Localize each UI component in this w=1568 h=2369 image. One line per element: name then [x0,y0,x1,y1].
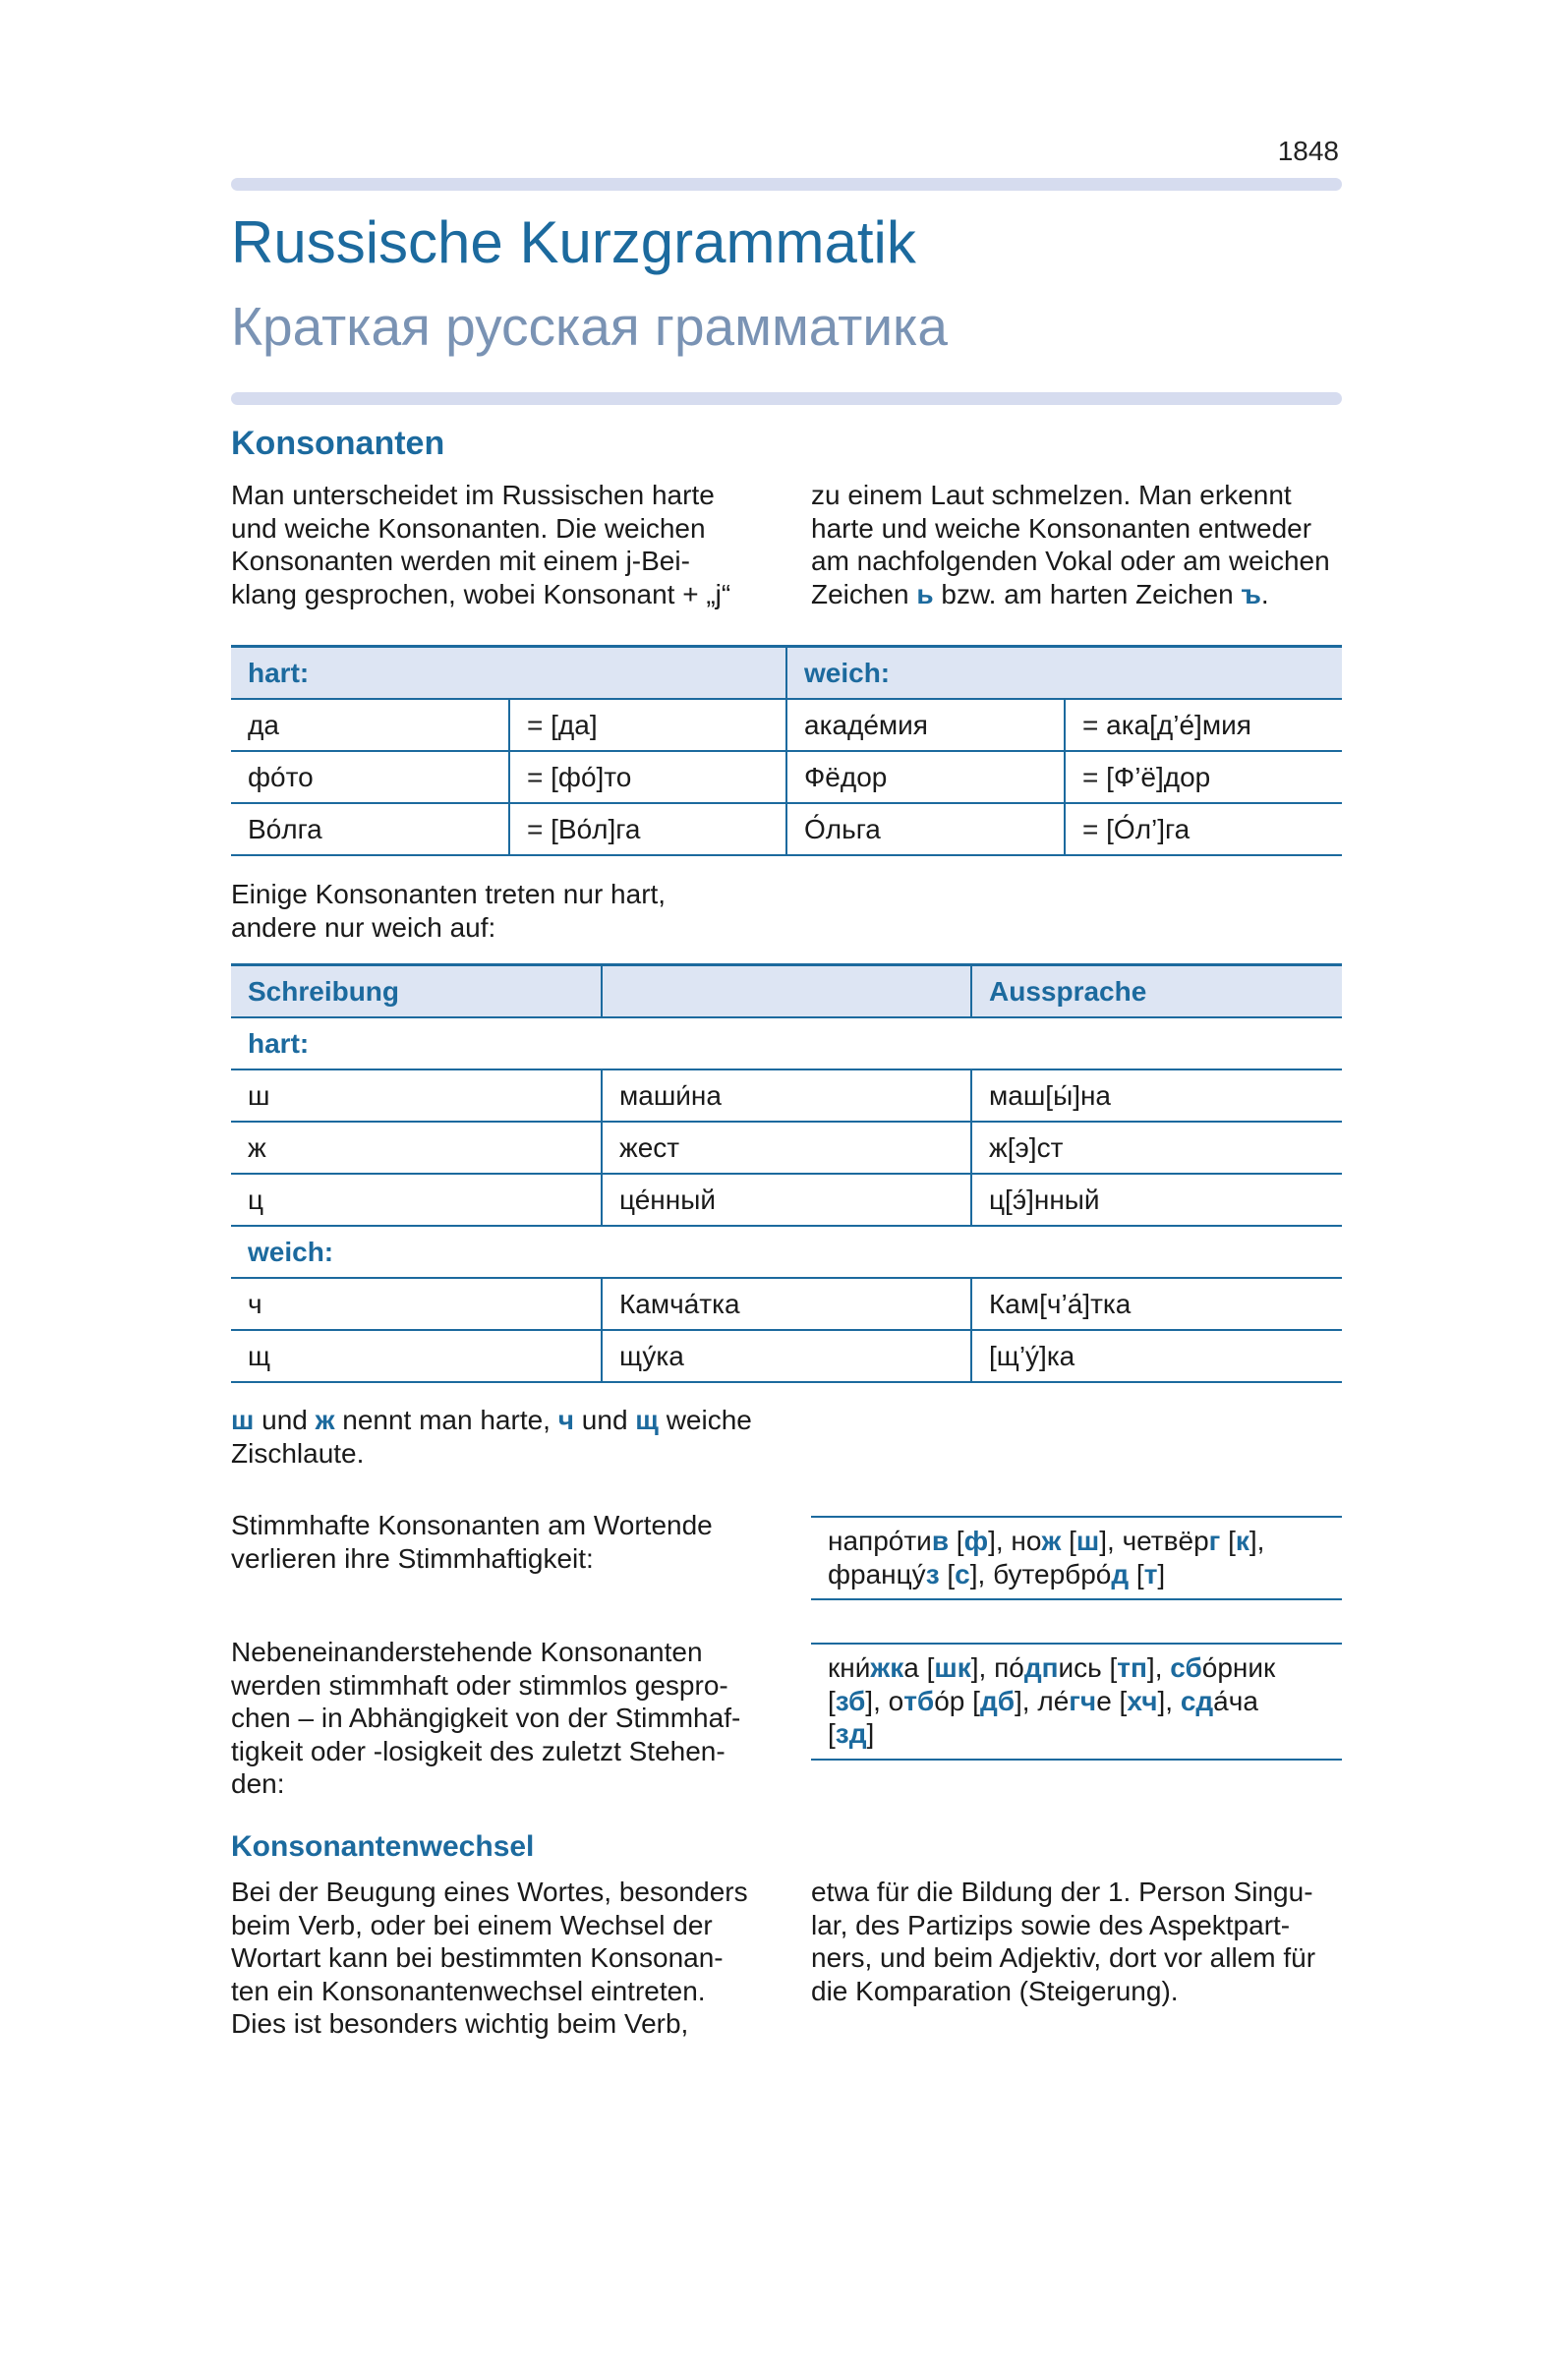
highlighted-consonant: дп [1023,1652,1059,1683]
text-fragment: [ [828,1685,836,1716]
text-line: verlieren ihre Stimmhaftigkeit: [231,1542,594,1574]
table-row [231,1330,1342,1382]
highlighted-consonant: сб [1170,1652,1202,1683]
text-line [231,1404,752,1437]
cell-hard-word: фо́то [231,751,509,803]
cell-soft-pronunciation: = ака[д’е́]мия [1065,699,1342,751]
text-fragment: Zeichen [811,578,917,609]
cell-word: жест [602,1122,971,1174]
text-fragment: und [254,1405,316,1435]
text-fragment: ], о [865,1685,904,1716]
page-subtitle: Краткая русская грамматика [231,296,948,357]
table-subheader-row [231,1226,1342,1278]
zischlaute-paragraph [231,1404,752,1470]
cell-letter: ж [231,1122,602,1174]
highlighted-consonant: зб [835,1685,866,1716]
highlighted-consonant: дб [979,1685,1016,1716]
letter-shch: щ [635,1405,659,1435]
highlighted-consonant: к [1235,1526,1249,1556]
cell-pronunciation: маш[ы́]на [971,1069,1342,1122]
cell-soft-word: О́льга [786,803,1065,855]
highlighted-consonant: з [925,1558,940,1589]
text-fragment: ], [1249,1526,1265,1556]
cell-letter: ц [231,1174,602,1226]
highlighted-consonant: сд [1180,1685,1214,1716]
soft-sign: ь [916,578,934,609]
table-row [231,803,1342,855]
konsonantenwechsel-left-paragraph [231,1876,748,2041]
text-line: chen – in Abhängigkeit von der Stimmhaf- [231,1703,741,1733]
text-line: Dies ist besonders wichtig beim Verb, [231,2008,689,2039]
highlighted-consonant: ф [963,1526,989,1556]
cell-word: щу́ка [602,1330,971,1382]
text-fragment: [ [1061,1526,1076,1556]
cell-hard-pronunciation: = [фо́]то [509,751,786,803]
text-fragment: а [ [903,1652,935,1683]
letter-zh: ж [315,1405,335,1435]
text-fragment: кни́ [828,1652,871,1683]
highlighted-consonant: г [1208,1526,1221,1556]
header-soft: weich: [786,647,1342,700]
text-fragment: ], но [988,1526,1042,1556]
cell-hard-pronunciation: = [Во́л]га [509,803,786,855]
text-line: Stimmhafte Konsonanten am Wortende [231,1510,713,1540]
cell-hard-pronunciation: = [да] [509,699,786,751]
letter-sh: ш [231,1405,255,1435]
table-header-row [231,647,1342,700]
text-fragment: ], ле́ [1015,1685,1070,1716]
header-spelling: Schreibung [231,965,602,1018]
text-line: etwa für die Bildung der 1. Person Singu- [811,1877,1313,1907]
highlighted-consonant: ж [1041,1526,1062,1556]
assimilation-examples [811,1643,1342,1761]
stimmhaft-paragraph [231,1509,713,1575]
text-line: werden stimmhaft oder stimmlos gespro- [231,1669,728,1701]
text-fragment: ] [1157,1558,1166,1589]
highlighted-consonant: зд [835,1718,867,1749]
example-line [828,1717,1342,1751]
text-fragment: ] [866,1718,875,1749]
cell-hard-word: Во́лга [231,803,509,855]
text-line: Konsonanten werden mit einem j-Bei- [231,546,690,576]
text-fragment: [ [949,1526,964,1556]
text-line: den: [231,1768,285,1799]
text-fragment: а́ча [1213,1685,1258,1716]
table-row [231,1069,1342,1122]
highlighted-consonant: хч [1127,1685,1158,1716]
cell-pronunciation: [щ’у́]ка [971,1330,1342,1382]
table-row [231,699,1342,751]
text-line: Man unterscheidet im Russischen harte [231,480,715,510]
text-fragment: е [ [1096,1685,1128,1716]
cell-word: маши́на [602,1069,971,1122]
text-fragment: [ [1129,1558,1144,1589]
text-line: Zischlaute. [231,1437,365,1469]
cell-letter: ч [231,1278,602,1330]
text-fragment: [ [939,1558,956,1589]
text-fragment: ], по́ [970,1652,1024,1683]
header-hard: hart: [231,647,786,700]
text-line: harte und weiche Konsonanten entweder [811,512,1312,544]
text-line: Bei der Beugung eines Wortes, besonders [231,1877,748,1907]
text-fragment: францу́ [828,1558,926,1589]
text-line: Wortart kann bei bestimmten Konsonan- [231,1942,724,1973]
text-fragment: nennt man harte, [334,1405,558,1435]
highlighted-consonant: шк [934,1652,971,1683]
hard-soft-note [231,878,666,944]
cell-soft-pronunciation: = [О́л’]га [1065,803,1342,855]
text-fragment: ись [ [1058,1652,1118,1683]
example-line [828,1651,1342,1685]
cell-letter: ш [231,1069,602,1122]
text-fragment: о́р [ [934,1685,980,1716]
text-line: ners, und beim Adjektiv, dort vor allem für [811,1942,1316,1973]
header-bar-top [231,178,1342,191]
text-line: lar, des Partizips sowie des Aspektpart- [811,1909,1291,1940]
cell-soft-word: Фёдор [786,751,1065,803]
highlighted-consonant: тб [903,1685,935,1716]
hard-soft-table [231,645,1342,856]
highlighted-consonant: в [931,1526,950,1556]
highlighted-consonant: гч [1069,1685,1097,1716]
text-line: andere nur weich auf: [231,911,496,943]
page-title: Russische Kurzgrammatik [231,209,916,275]
table-header-row [231,965,1342,1018]
text-fragment: ], [1146,1652,1171,1683]
text-fragment: ], бутербро́ [969,1558,1112,1589]
letter-ch: ч [557,1405,575,1435]
cell-word: це́нный [602,1174,971,1226]
page-number: 1848 [1277,136,1339,166]
text-line: beim Verb, oder bei einem Wechsel der [231,1909,713,1940]
example-line [828,1685,1342,1718]
hard-sign: ъ [1241,578,1261,609]
text-fragment: und [574,1405,636,1435]
highlighted-consonant: тп [1117,1652,1147,1683]
highlighted-consonant: т [1143,1558,1158,1589]
konsonantenwechsel-right-paragraph [811,1876,1315,2007]
text-fragment: о́рник [1201,1652,1276,1683]
text-fragment: ], [1157,1685,1181,1716]
label-hard: hart: [231,1017,1342,1069]
cell-pronunciation: ж[э]ст [971,1122,1342,1174]
header-bar-bottom [231,392,1342,405]
text-fragment: напро́ти [828,1526,932,1556]
text-line [811,578,1330,611]
intro-right-paragraph [811,479,1330,610]
text-line: tigkeit oder -losigkeit des zuletzt Stehen- [231,1735,726,1766]
text-fragment: bzw. am harten Zeichen [933,578,1242,609]
cell-pronunciation: Кам[ч’а́]тка [971,1278,1342,1330]
label-soft: weich: [231,1226,1342,1278]
cell-hard-word: да [231,699,509,751]
example-line [828,1525,1342,1558]
text-line: Einige Konsonanten treten nur hart, [231,879,667,909]
text-fragment: . [1260,578,1269,609]
text-line: Nebeneinanderstehende Konsonanten [231,1637,703,1667]
table-row [231,1174,1342,1226]
text-line: zu einem Laut schmelzen. Man erkennt [811,480,1292,510]
highlighted-consonant: с [955,1558,970,1589]
table-row [231,751,1342,803]
text-fragment: weiche [658,1405,752,1435]
cell-pronunciation: ц[э́]нный [971,1174,1342,1226]
header-example [602,965,971,1018]
text-line: und weiche Konsonanten. Die weichen [231,512,706,544]
example-line [828,1558,1342,1591]
cell-soft-word: акаде́мия [786,699,1065,751]
spelling-pronunciation-table [231,963,1342,1383]
text-line: die Komparation (Steigerung). [811,1975,1179,2006]
highlighted-consonant: ш [1075,1526,1100,1556]
assimilation-paragraph [231,1636,740,1801]
text-fragment: ], четвёр [1099,1526,1209,1556]
table-row [231,1278,1342,1330]
table-row [231,1122,1342,1174]
text-line: ten ein Konsonantenwechsel eintreten. [231,1975,706,2006]
header-pronunciation: Aussprache [971,965,1342,1018]
intro-left-paragraph [231,479,730,610]
stimmhaft-examples [811,1516,1342,1600]
text-fragment: [ [1220,1526,1236,1556]
highlighted-consonant: жк [870,1652,904,1683]
text-line: am nachfolgenden Vokal oder am weichen [811,546,1330,576]
table-subheader-row [231,1017,1342,1069]
cell-word: Камча́тка [602,1278,971,1330]
highlighted-consonant: д [1111,1558,1130,1589]
text-line: klang gesprochen, wobei Konsonant + „j“ [231,578,731,609]
text-fragment: [ [828,1718,836,1749]
section-heading-konsonantenwechsel: Konsonantenwechsel [231,1830,535,1863]
cell-soft-pronunciation: = [Ф’ё]дор [1065,751,1342,803]
section-heading-konsonanten: Konsonanten [231,425,445,462]
cell-letter: щ [231,1330,602,1382]
